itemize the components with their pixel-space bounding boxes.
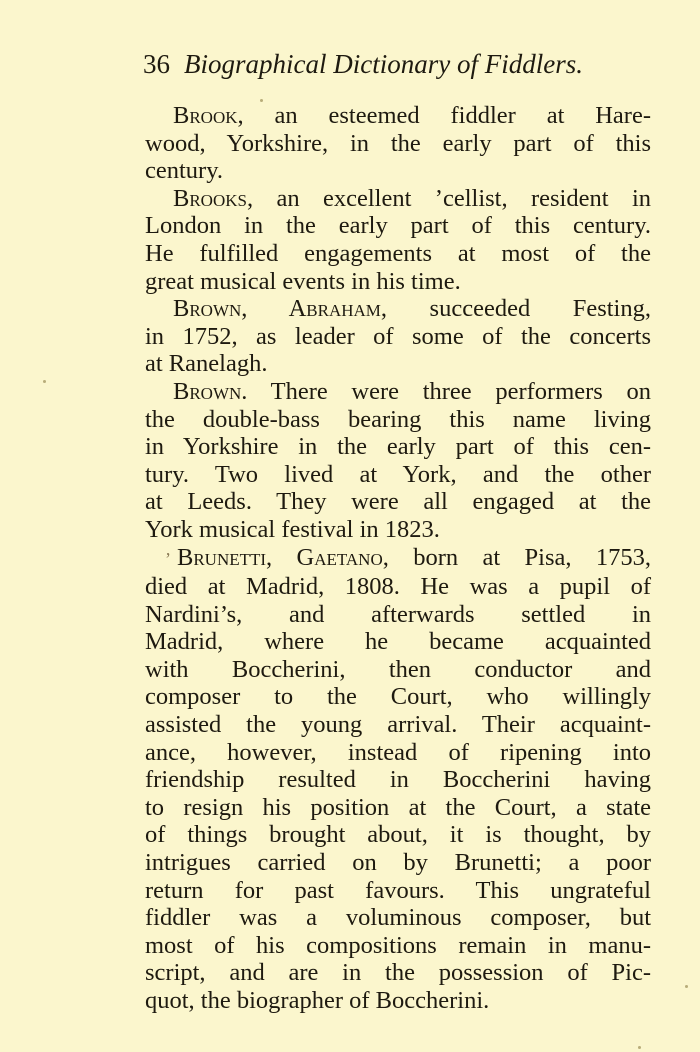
entry-line: fiddler was a voluminous composer, but: [145, 904, 651, 932]
entry-line: friendship resulted in Boccherini having: [145, 766, 651, 794]
entry-line: quot, the biographer of Boccherini.: [145, 987, 490, 1014]
entry-line: to resign his position at the Court, a state: [145, 793, 651, 821]
paper-speck: [260, 99, 263, 102]
entry-line: ance, however, instead of ripening into: [145, 738, 651, 766]
entry-line: Nardini’s, and afterwards settled in: [145, 600, 651, 628]
body-text: [145, 102, 651, 1015]
entry-brooks-line-1: Brooks, an excellent ’cellist, resident in: [173, 184, 651, 212]
entry-line: He fulfilled engagements at most of the: [145, 239, 651, 267]
entry-line: composer to the Court, who willingly: [145, 683, 651, 711]
entry-line: century.: [145, 157, 223, 185]
pencil-mark: ʼ: [165, 548, 171, 569]
entry-line: most of his compositions remain in manu-: [145, 931, 651, 959]
entry-name-brooks: Brooks: [173, 184, 247, 212]
entry-line: London in the early part of this century.: [145, 212, 651, 240]
entry-brook-line-1: Brook, an esteemed fiddler at Hare-: [173, 102, 651, 129]
running-title: Biographical Dictionary of Fiddlers.: [184, 49, 583, 79]
entry-line: return for past favours. This ungrateful: [145, 876, 651, 904]
entry-line: assisted the young arrival. Their acquaint-: [145, 711, 651, 739]
entry-line: with Boccherini, then conductor and: [145, 655, 651, 683]
page-number: 36: [143, 49, 170, 79]
entry-name-brown-abraham: Brown, Abraham: [173, 295, 381, 323]
entry-name-brunetti: Brunetti, Gaetano: [177, 543, 383, 571]
entry-line: York musical festival in 1823.: [145, 515, 440, 543]
entry-line: at Ranelagh.: [145, 350, 268, 378]
paper-speck: [43, 380, 46, 383]
running-head: [143, 46, 663, 82]
entry-line: the double-bass bearing this name living: [145, 405, 651, 433]
entry-line: Madrid, where he became acquainted: [145, 628, 651, 656]
entry-line: tury. Two lived at York, and the other: [145, 460, 651, 488]
entry-line: script, and are in the possession of Pic-: [145, 959, 651, 987]
entry-line: intrigues carried on by Brunetti; a poor: [145, 849, 651, 877]
entry-line: in Yorkshire in the early part of this cen-: [145, 433, 651, 461]
entry-line: died at Madrid, 1808. He was a pupil of: [145, 573, 651, 601]
entry-name-brook: Brook: [173, 102, 238, 129]
entry-name-brown: Brown: [173, 377, 242, 405]
entry-brown-abraham-line-1: Brown, Abraham, succeeded Festing,: [173, 295, 651, 323]
entry-line: at Leeds. They were all engaged at the: [145, 488, 651, 516]
entry-line: wood, Yorkshire, in the early part of this: [145, 129, 651, 157]
entry-line: of things brought about, it is thought, by: [145, 821, 651, 849]
entry-line: great musical events in his time.: [145, 267, 461, 295]
entry-brunetti-line-1: ʼ Brunetti, Gaetano, born at Pisa, 1753,: [165, 543, 651, 571]
entry-brown-line-1: Brown. There were three performers on: [173, 377, 651, 405]
paper-speck: [638, 1046, 641, 1049]
entry-line: in 1752, as leader of some of the concerts: [145, 322, 651, 350]
paper-speck: [685, 985, 688, 988]
